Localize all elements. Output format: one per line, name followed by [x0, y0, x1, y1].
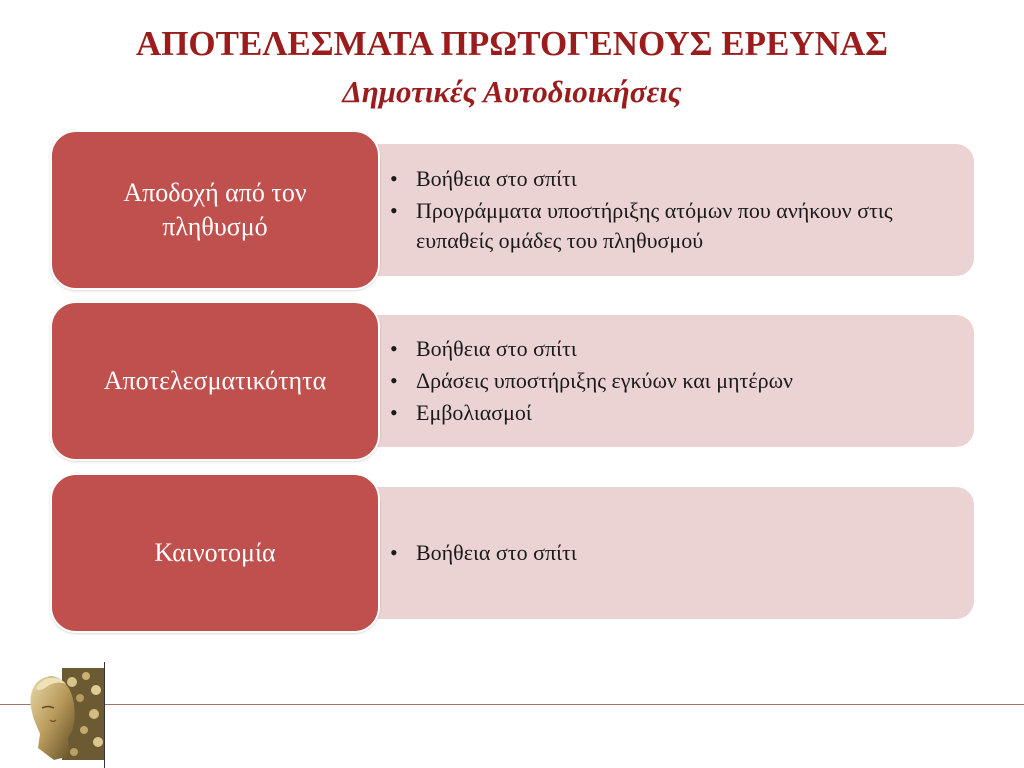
- slide-subtitle: Δημοτικές Αυτοδιοικήσεις: [342, 74, 682, 109]
- bullet-list: [388, 332, 793, 430]
- bullet-marker: •: [390, 166, 398, 191]
- list-item-text: Βοήθεια στο σπίτι: [416, 540, 577, 565]
- slide-title: ΑΠΟΤΕΛΕΣΜΑΤΑ ΠΡΩΤΟΓΕΝΟΥΣ ΕΡΕΥΝΑΣ: [135, 24, 889, 63]
- detail-panel: [350, 144, 974, 276]
- list-item-text: Βοήθεια στο σπίτι: [416, 336, 577, 361]
- list-item-text: Δράσεις υποστήριξης εγκύων και μητέρων: [416, 368, 793, 393]
- bullet-marker: •: [390, 368, 398, 393]
- category-box: Αποδοχή από τον πληθυσμό: [50, 130, 380, 290]
- bullet-marker: •: [390, 336, 398, 361]
- bullet-marker: •: [390, 540, 398, 565]
- footer-vertical-divider: [104, 662, 105, 768]
- category-box: Καινοτομία: [50, 473, 380, 633]
- detail-panel: [350, 315, 974, 447]
- list-item: [388, 196, 974, 256]
- detail-panel: [350, 487, 974, 619]
- classical-statue-head-icon: [24, 668, 104, 760]
- list-item-text: Προγράμματα υποστήριξης ατόμων που ανήκουν στις ευπαθείς ομάδες του πληθυσμού: [416, 198, 893, 253]
- bullet-list: [388, 162, 974, 258]
- result-row-innovation: [50, 473, 974, 633]
- bullet-list: [388, 536, 577, 570]
- list-item: [388, 164, 974, 194]
- bullet-marker: •: [390, 198, 398, 223]
- result-row-effectiveness: [50, 301, 974, 461]
- bullet-marker: •: [390, 400, 398, 425]
- list-item-text: Βοήθεια στο σπίτι: [416, 166, 577, 191]
- list-item-text: Εμβολιασμοί: [416, 400, 532, 425]
- list-item: [388, 334, 793, 364]
- list-item: [388, 366, 793, 396]
- category-box: Αποτελεσματικότητα: [50, 301, 380, 461]
- footer-divider: [0, 704, 1024, 705]
- result-row-acceptance: [50, 130, 974, 290]
- list-item: [388, 398, 793, 428]
- list-item: [388, 538, 577, 568]
